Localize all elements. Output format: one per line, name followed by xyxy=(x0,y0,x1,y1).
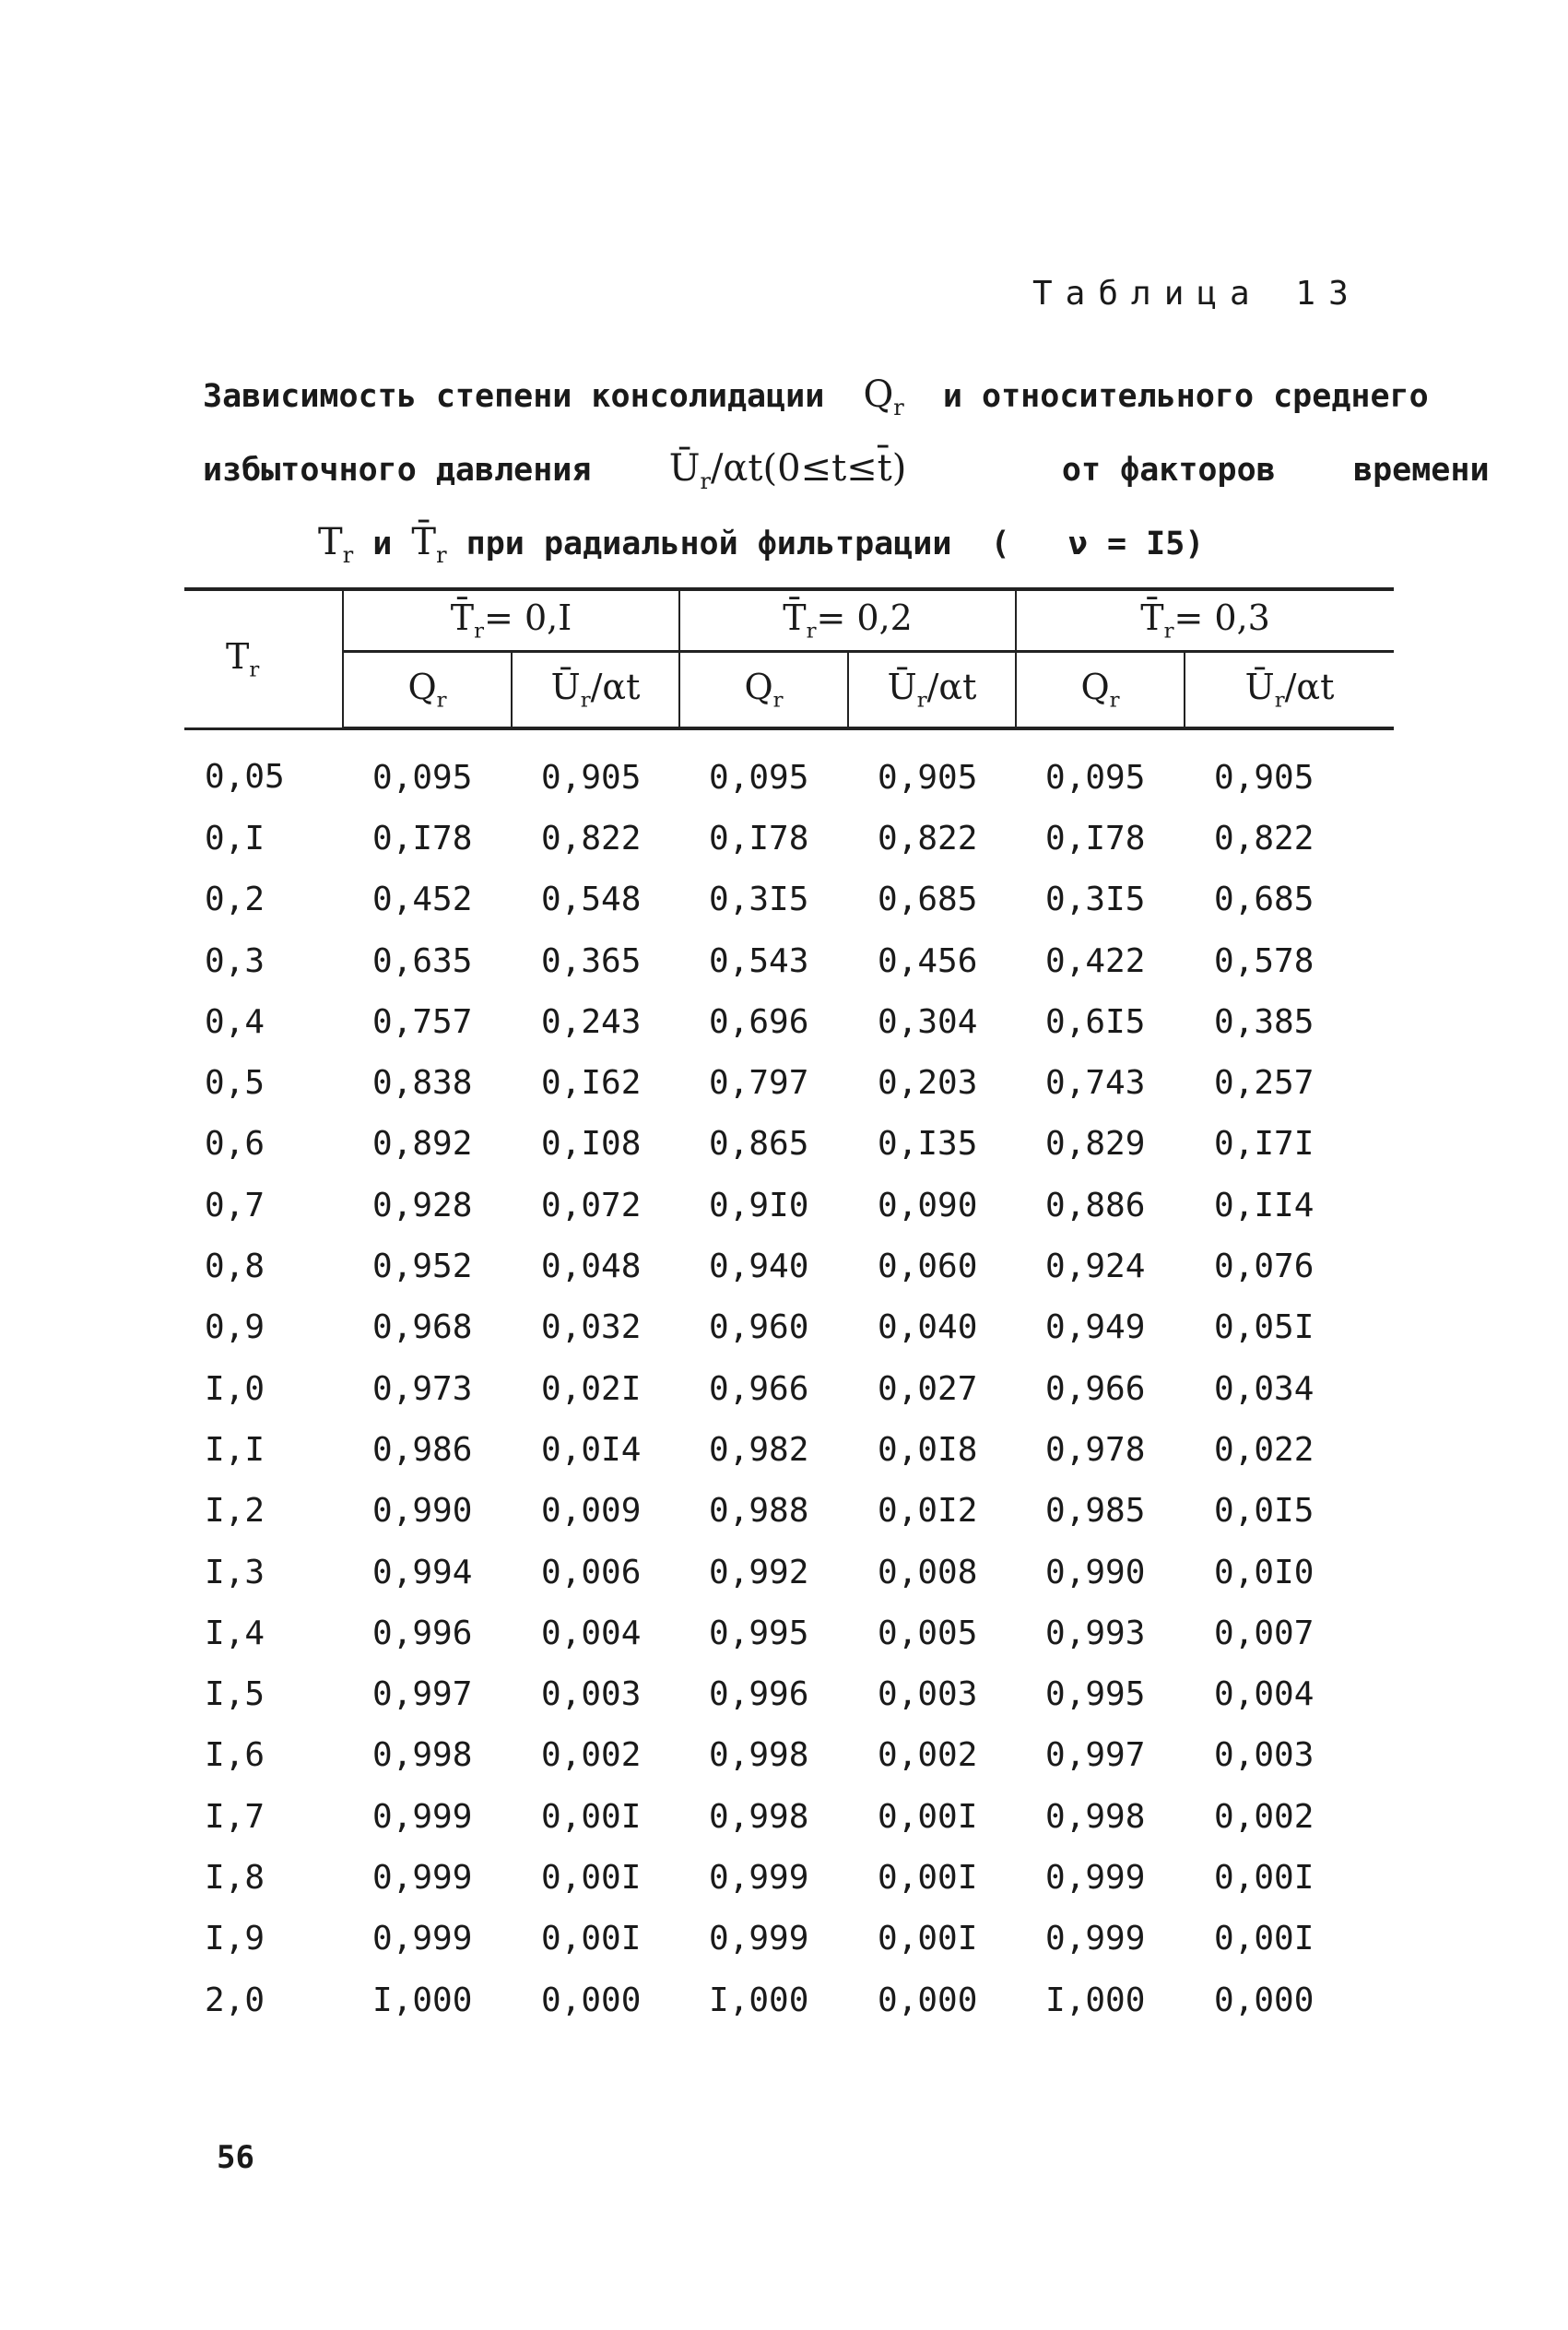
table-cell-tr: 0,5 xyxy=(205,1064,265,1103)
table-cell: 0,998 xyxy=(709,1797,809,1836)
table-cell: 0,032 xyxy=(541,1308,642,1347)
page-number: 56 xyxy=(217,2139,254,2176)
header-tr: $T_r$ xyxy=(184,589,343,728)
table-cell-tr: I,2 xyxy=(205,1492,265,1531)
table-cell: 0,048 xyxy=(541,1248,642,1286)
table-cell: 0,982 xyxy=(709,1430,809,1469)
table-cell: 0,995 xyxy=(1045,1675,1146,1714)
table-caption xyxy=(203,364,1490,585)
caption-text: при радиальной фильтрации ( ν = I5) xyxy=(466,526,1205,562)
table-cell: 0,008 xyxy=(878,1553,978,1591)
table-cell: 0,060 xyxy=(878,1248,978,1286)
table-cell: 0,I7I xyxy=(1214,1125,1315,1164)
table-cell: 0,203 xyxy=(878,1064,978,1103)
table-cell: 0,00I xyxy=(541,1858,642,1897)
caption-line-3 xyxy=(203,512,1401,585)
table-cell: 0,999 xyxy=(709,1858,809,1897)
table-row xyxy=(184,869,1394,930)
table-cell: 0,00I xyxy=(878,1858,978,1897)
table-cell: 0,822 xyxy=(1214,819,1315,857)
table-cell: 0,992 xyxy=(709,1553,809,1591)
table-cell: 0,090 xyxy=(878,1186,978,1224)
table-cell-tr: 0,I xyxy=(205,819,265,857)
table-cell: 0,940 xyxy=(709,1248,809,1286)
header-group-2: $T̄_r= 0,2$ xyxy=(679,589,1016,652)
table-cell: I,000 xyxy=(1045,1981,1146,2019)
table-cell: 0,00I xyxy=(541,1920,642,1958)
table-cell: 0,9I0 xyxy=(709,1186,809,1224)
table-cell-tr: I,5 xyxy=(205,1675,265,1714)
table-cell-tr: I,8 xyxy=(205,1858,265,1897)
table-cell: 0,548 xyxy=(541,881,642,919)
table-cell: 0,II4 xyxy=(1214,1186,1315,1224)
consolidation-table xyxy=(184,587,1394,2030)
table-cell: 0,000 xyxy=(1214,1981,1315,2019)
symbol-u: $Ū_r/\alpha t(0\le t\le t̄)$ xyxy=(668,447,907,494)
table-cell: 0,040 xyxy=(878,1308,978,1347)
table-cell: 0,007 xyxy=(1214,1614,1315,1652)
caption-line-2 xyxy=(203,438,1490,512)
table-cell: 0,998 xyxy=(1045,1797,1146,1836)
table-cell: 0,027 xyxy=(878,1369,978,1408)
table-cell: 0,999 xyxy=(709,1920,809,1958)
table-cell: 0,822 xyxy=(541,819,642,857)
table-cell: 0,543 xyxy=(709,941,809,980)
table-cell-tr: I,9 xyxy=(205,1920,265,1958)
table-cell: 0,988 xyxy=(709,1492,809,1531)
table-cell: 0,995 xyxy=(709,1614,809,1652)
caption-text: избыточного давления xyxy=(203,452,592,489)
table-cell: 0,968 xyxy=(372,1308,473,1347)
table-cell: 0,999 xyxy=(1045,1920,1146,1958)
table-cell: 0,072 xyxy=(541,1186,642,1224)
table-cell: 0,960 xyxy=(709,1308,809,1347)
table-cell: 0,095 xyxy=(709,758,809,797)
table-cell: 0,998 xyxy=(372,1736,473,1775)
table-row xyxy=(184,1175,1394,1236)
symbol-t: $T_r$ xyxy=(318,521,354,568)
table-row xyxy=(184,1786,1394,1847)
table-cell: 0,886 xyxy=(1045,1186,1146,1224)
table-cell: 0,996 xyxy=(372,1614,473,1652)
table-cell: 0,999 xyxy=(372,1858,473,1897)
table-cell: 0,I08 xyxy=(541,1125,642,1164)
table-cell-tr: I,7 xyxy=(205,1797,265,1836)
table-cell: 0,257 xyxy=(1214,1064,1315,1103)
table-row xyxy=(184,991,1394,1052)
header-u: $Ū_r/\alpha t$ xyxy=(848,652,1016,729)
caption-text: и относительного среднего xyxy=(942,378,1429,415)
table-cell: 0,757 xyxy=(372,1002,473,1041)
table-cell: 0,243 xyxy=(541,1002,642,1041)
table-cell: 0,905 xyxy=(878,758,978,797)
table-cell: 0,743 xyxy=(1045,1064,1146,1103)
table-cell: 0,095 xyxy=(372,758,473,797)
table-cell: 0,999 xyxy=(1045,1858,1146,1897)
table-cell: 0,304 xyxy=(878,1002,978,1041)
table-row xyxy=(184,1847,1394,1908)
table-cell: 0,003 xyxy=(541,1675,642,1714)
table-cell: 0,02I xyxy=(541,1369,642,1408)
table-cell: 0,022 xyxy=(1214,1430,1315,1469)
table-cell: 0,829 xyxy=(1045,1125,1146,1164)
table-cell: 0,003 xyxy=(878,1675,978,1714)
table-row xyxy=(184,1603,1394,1663)
table-cell: 0,I78 xyxy=(372,819,473,857)
table-cell: 0,924 xyxy=(1045,1248,1146,1286)
table-row xyxy=(184,808,1394,869)
table-cell: 0,009 xyxy=(541,1492,642,1531)
table-cell: 0,00I xyxy=(541,1797,642,1836)
table-cell: 0,998 xyxy=(709,1736,809,1775)
table-cell: 0,635 xyxy=(372,941,473,980)
table-cell-tr: 0,6 xyxy=(205,1125,265,1164)
table-cell: 0,3I5 xyxy=(1045,881,1146,919)
table-cell: 0,685 xyxy=(1214,881,1315,919)
table-cell: 0,006 xyxy=(541,1553,642,1591)
table-cell: 0,452 xyxy=(372,881,473,919)
table-cell: 0,385 xyxy=(1214,1002,1315,1041)
table-cell: 0,999 xyxy=(372,1797,473,1836)
table-label: Таблица 13 xyxy=(1032,275,1362,313)
table-row xyxy=(184,1969,1394,2030)
table-cell: 0,966 xyxy=(709,1369,809,1408)
table-cell: 0,00I xyxy=(878,1920,978,1958)
table-cell: 0,838 xyxy=(372,1064,473,1103)
table-cell-tr: 0,2 xyxy=(205,881,265,919)
table-cell: 0,993 xyxy=(1045,1614,1146,1652)
table-cell: 0,005 xyxy=(878,1614,978,1652)
table-cell: 0,999 xyxy=(372,1920,473,1958)
table-cell: 0,000 xyxy=(541,1981,642,2019)
table-cell: 0,05I xyxy=(1214,1308,1315,1347)
table-cell: 0,985 xyxy=(1045,1492,1146,1531)
table-row xyxy=(184,1297,1394,1358)
table-cell: 0,095 xyxy=(1045,758,1146,797)
table-cell: 0,0I8 xyxy=(878,1430,978,1469)
table-header xyxy=(184,589,1394,728)
table-cell-tr: I,I xyxy=(205,1430,265,1469)
table-cell: 0,949 xyxy=(1045,1308,1146,1347)
table-row xyxy=(184,1725,1394,1786)
header-q: $Q_r$ xyxy=(343,652,512,729)
table-cell: 0,0I2 xyxy=(878,1492,978,1531)
table-cell: 0,685 xyxy=(878,881,978,919)
table-cell-tr: 2,0 xyxy=(205,1981,265,2019)
table-cell: 0,0I4 xyxy=(541,1430,642,1469)
table-cell-tr: I,6 xyxy=(205,1736,265,1775)
table-cell-tr: I,4 xyxy=(205,1614,265,1652)
table-cell: 0,928 xyxy=(372,1186,473,1224)
header-u: $Ū_r/\alpha t$ xyxy=(1185,652,1394,729)
table-cell: 0,004 xyxy=(1214,1675,1315,1714)
table-cell: 0,I78 xyxy=(1045,819,1146,857)
table-cell: 0,003 xyxy=(1214,1736,1315,1775)
table-cell: 0,004 xyxy=(541,1614,642,1652)
table-cell-tr: 0,9 xyxy=(205,1308,265,1347)
table-cell: I,000 xyxy=(709,1981,809,2019)
table-body xyxy=(184,728,1394,2030)
table-cell: 0,865 xyxy=(709,1125,809,1164)
table-cell: 0,905 xyxy=(541,758,642,797)
table-cell: 0,892 xyxy=(372,1125,473,1164)
table-cell-tr: 0,8 xyxy=(205,1248,265,1286)
table-cell: 0,456 xyxy=(878,941,978,980)
table-cell: 0,00I xyxy=(1214,1920,1315,1958)
table-cell: 0,997 xyxy=(372,1675,473,1714)
table-row xyxy=(184,1052,1394,1113)
table-cell: 0,696 xyxy=(709,1002,809,1041)
table-row xyxy=(184,728,1394,808)
table-cell: 0,905 xyxy=(1214,758,1315,797)
table-cell: 0,6I5 xyxy=(1045,1002,1146,1041)
header-group-1: $T̄_r= 0,I$ xyxy=(343,589,679,652)
table-cell: 0,422 xyxy=(1045,941,1146,980)
table-cell-tr: I,3 xyxy=(205,1553,265,1591)
table-cell-tr: 0,7 xyxy=(205,1186,265,1224)
table-cell: 0,0I5 xyxy=(1214,1492,1315,1531)
table-cell: 0,076 xyxy=(1214,1248,1315,1286)
table-cell: 0,973 xyxy=(372,1369,473,1408)
table-cell: 0,000 xyxy=(878,1981,978,2019)
table-cell: 0,578 xyxy=(1214,941,1315,980)
caption-text: времени xyxy=(1353,452,1490,489)
table-cell: 0,I62 xyxy=(541,1064,642,1103)
table-row xyxy=(184,1419,1394,1480)
table-row xyxy=(184,1236,1394,1296)
caption-text: Зависимость степени консолидации xyxy=(203,378,825,415)
table-cell: 0,3I5 xyxy=(709,881,809,919)
caption-text: и xyxy=(372,526,393,562)
table-row xyxy=(184,1542,1394,1603)
header-q: $Q_r$ xyxy=(679,652,848,729)
table-cell: 0,997 xyxy=(1045,1736,1146,1775)
table-cell-tr: 0,05 xyxy=(205,758,285,797)
table-cell: 0,797 xyxy=(709,1064,809,1103)
table-cell: 0,034 xyxy=(1214,1369,1315,1408)
table-cell: 0,952 xyxy=(372,1248,473,1286)
table-row xyxy=(184,1114,1394,1175)
table-cell: 0,996 xyxy=(709,1675,809,1714)
table-cell: 0,I35 xyxy=(878,1125,978,1164)
table-cell: 0,990 xyxy=(1045,1553,1146,1591)
table-cell: I,000 xyxy=(372,1981,473,2019)
table-cell: 0,822 xyxy=(878,819,978,857)
table-row xyxy=(184,1909,1394,1969)
table-row xyxy=(184,930,1394,991)
table-cell: 0,966 xyxy=(1045,1369,1146,1408)
table-cell: 0,00I xyxy=(1214,1858,1315,1897)
table-cell-tr: I,0 xyxy=(205,1369,265,1408)
table-cell: 0,990 xyxy=(372,1492,473,1531)
table-cell: 0,00I xyxy=(878,1797,978,1836)
header-q: $Q_r$ xyxy=(1016,652,1185,729)
table-cell: 0,365 xyxy=(541,941,642,980)
caption-line-1 xyxy=(203,364,1429,438)
table-row xyxy=(184,1481,1394,1542)
table-cell: 0,002 xyxy=(1214,1797,1315,1836)
header-group-3: $T̄_r= 0,3$ xyxy=(1016,589,1394,652)
header-u: $Ū_r/\alpha t$ xyxy=(512,652,679,729)
table-row xyxy=(184,1358,1394,1419)
caption-text: от факторов xyxy=(1061,452,1276,489)
table-cell: 0,002 xyxy=(541,1736,642,1775)
table-cell: 0,0I0 xyxy=(1214,1553,1315,1591)
table-cell-tr: 0,3 xyxy=(205,941,265,980)
table-cell-tr: 0,4 xyxy=(205,1002,265,1041)
table-cell: 0,I78 xyxy=(709,819,809,857)
symbol-q: $Q_r$ xyxy=(863,373,904,420)
table-cell: 0,994 xyxy=(372,1553,473,1591)
table-row xyxy=(184,1663,1394,1724)
table-cell: 0,002 xyxy=(878,1736,978,1775)
table-cell: 0,978 xyxy=(1045,1430,1146,1469)
symbol-t-bar: $T̄_r$ xyxy=(411,521,447,568)
table-cell: 0,986 xyxy=(372,1430,473,1469)
